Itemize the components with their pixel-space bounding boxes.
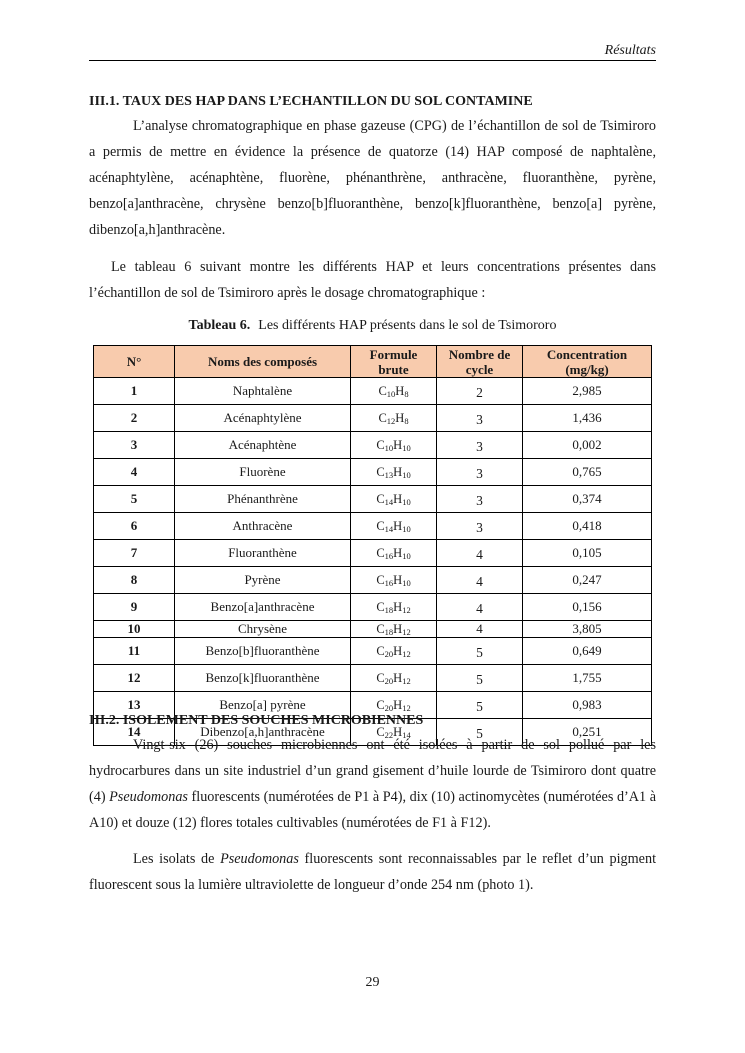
- cell-compound-name: Acénaphtène: [175, 432, 351, 459]
- table-row: [94, 459, 652, 486]
- table-caption-label: Tableau 6.: [188, 318, 251, 333]
- cell-ring-count: 4: [437, 567, 523, 594]
- cell-compound-name: Naphtalène: [175, 378, 351, 405]
- cell-concentration: 0,983: [523, 692, 652, 719]
- table-row: [94, 513, 652, 540]
- table-caption: [0, 318, 745, 334]
- column-header-number: N°: [94, 346, 175, 378]
- cell-number: 3: [94, 432, 175, 459]
- italic-term: Pseudomonas: [220, 851, 299, 867]
- cell-compound-name: Anthracène: [175, 513, 351, 540]
- page-number: 29: [365, 975, 380, 990]
- section1-paragraph-2-text: Le tableau 6 suivant montre les différents HAP et leurs concentrations présentes dans l’échantillon de sol de Tsimiroro après le dosage chromatographique :: [89, 259, 656, 301]
- table-row: [94, 540, 652, 567]
- section1-paragraph-1-text: L’analyse chromatographique en phase gazeuse (CPG) de l’échantillon de sol de Tsimiroro a permis de mettre en évidence la présence de quatorze (14) HAP composé de naphtalène, acénaphtylène, acénaphtène, fluorène, phénanthrène, anthracène, fluoranthène, pyrène, benzo[a]anthracène, chrysène benzo[b]fluoranthène, benzo[k]fluoranthène, benzo[a] pyrène, dibenzo[a,h]anthracène.: [89, 118, 656, 238]
- cell-number: 9: [94, 594, 175, 621]
- cell-number: 4: [94, 459, 175, 486]
- table-row: [94, 405, 652, 432]
- cell-formula: $C_{18}H_{12}$: [351, 594, 437, 621]
- cell-formula: $C_{20}H_{12}$: [351, 692, 437, 719]
- cell-ring-count: 4: [437, 540, 523, 567]
- cell-concentration: 0,649: [523, 638, 652, 665]
- cell-compound-name: Acénaphtylène: [175, 405, 351, 432]
- cell-compound-name: Fluoranthène: [175, 540, 351, 567]
- cell-number: 6: [94, 513, 175, 540]
- cell-compound-name: Benzo[a] pyrène: [175, 692, 351, 719]
- cell-concentration: 0,418: [523, 513, 652, 540]
- cell-ring-count: 5: [437, 719, 523, 746]
- cell-ring-count: 5: [437, 692, 523, 719]
- section2-paragraph-1-text: fluorescents (numérotées de P1 à P4), dix (10) actinomycètes (numérotées d’A1 à A10) et douze (12) flores totales cultivables (numérotées de F1 à F12).: [89, 789, 656, 831]
- cell-concentration: 0,251: [523, 719, 652, 746]
- cell-number: 5: [94, 486, 175, 513]
- table-row: [94, 621, 652, 638]
- cell-number: 7: [94, 540, 175, 567]
- cell-number: 13: [94, 692, 175, 719]
- cell-compound-name: Phénanthrène: [175, 486, 351, 513]
- column-header-ring-count: Nombre de cycle: [437, 346, 523, 378]
- table-body: [94, 378, 652, 746]
- cell-compound-name: Chrysène: [175, 621, 351, 638]
- running-header-title: Résultats: [604, 43, 656, 58]
- cell-ring-count: 4: [437, 594, 523, 621]
- cell-number: 2: [94, 405, 175, 432]
- cell-ring-count: 3: [437, 513, 523, 540]
- cell-formula: $C_{12}H_8$: [351, 405, 437, 432]
- section2-paragraph-2-text: fluorescents sont reconnaissables par le reflet d’un pigment fluorescent sous la lumière ultraviolette de longueur d’onde 254 nm (photo 1).: [89, 851, 657, 893]
- cell-ring-count: 4: [437, 621, 523, 638]
- cell-compound-name: Dibenzo[a,h]anthracène: [175, 719, 351, 746]
- table-row: [94, 486, 652, 513]
- cell-concentration: 0,105: [523, 540, 652, 567]
- cell-ring-count: 5: [437, 638, 523, 665]
- cell-compound-name: Benzo[a]anthracène: [175, 594, 351, 621]
- cell-formula: $C_{22}H_{14}$: [351, 719, 437, 746]
- cell-ring-count: 2: [437, 378, 523, 405]
- cell-concentration: 0,156: [523, 594, 652, 621]
- cell-concentration: 2,985: [523, 378, 652, 405]
- cell-formula: $C_{13}H_{10}$: [351, 459, 437, 486]
- cell-ring-count: 3: [437, 405, 523, 432]
- section2-paragraph-2-text: Les isolats de: [133, 851, 221, 867]
- cell-number: 11: [94, 638, 175, 665]
- cell-ring-count: 3: [437, 432, 523, 459]
- cell-formula: $C_{14}H_{10}$: [351, 513, 437, 540]
- table-row: [94, 665, 652, 692]
- cell-compound-name: Fluorène: [175, 459, 351, 486]
- cell-number: 10: [94, 621, 175, 638]
- table-row: [94, 432, 652, 459]
- column-header-compound-name: Noms des composés: [175, 346, 351, 378]
- cell-compound-name: Benzo[k]fluoranthène: [175, 665, 351, 692]
- cell-number: 8: [94, 567, 175, 594]
- cell-formula: $C_{10}H_{10}$: [351, 432, 437, 459]
- table-caption-text: Les différents HAP présents dans le sol de Tsimororo: [258, 318, 557, 333]
- header-rule: [89, 60, 656, 61]
- section-title-1: III.1. TAUX DES HAP DANS L’ECHANTILLON DU SOL CONTAMINE: [89, 94, 533, 109]
- italic-term: Pseudomonas: [109, 789, 188, 805]
- section2-paragraph-2: [89, 846, 656, 898]
- cell-number: 1: [94, 378, 175, 405]
- section2-paragraph-1-text: Vingt-six (26) souches microbiennes ont été isolées à partir de sol pollué par les hydrocarbures dans un site industriel d’un grand gisement d’huile lourde de Tsimiroro dont quatre (4): [89, 737, 656, 805]
- cell-concentration: 0,247: [523, 567, 652, 594]
- cell-formula: $C_{16}H_{10}$: [351, 567, 437, 594]
- cell-concentration: 0,374: [523, 486, 652, 513]
- cell-ring-count: 5: [437, 665, 523, 692]
- section2-paragraph-1: [89, 732, 656, 836]
- hap-table: [93, 345, 652, 746]
- section1-paragraph-2: [89, 254, 656, 306]
- cell-ring-count: 3: [437, 459, 523, 486]
- table-row: [94, 638, 652, 665]
- table-row: [94, 594, 652, 621]
- cell-formula: $C_{20}H_{12}$: [351, 665, 437, 692]
- cell-concentration: 1,436: [523, 405, 652, 432]
- table-row: [94, 567, 652, 594]
- section-title-2: III.2. ISOLEMENT DES SOUCHES MICROBIENNES: [89, 713, 424, 728]
- cell-concentration: 0,765: [523, 459, 652, 486]
- cell-compound-name: Pyrène: [175, 567, 351, 594]
- cell-formula: $C_{14}H_{10}$: [351, 486, 437, 513]
- cell-formula: $C_{20}H_{12}$: [351, 638, 437, 665]
- cell-number: 14: [94, 719, 175, 746]
- cell-compound-name: Benzo[b]fluoranthène: [175, 638, 351, 665]
- cell-formula: $C_{10}H_8$: [351, 378, 437, 405]
- cell-number: 12: [94, 665, 175, 692]
- cell-formula: $C_{16}H_{10}$: [351, 540, 437, 567]
- column-header-formula: Formule brute: [351, 346, 437, 378]
- cell-ring-count: 3: [437, 486, 523, 513]
- cell-concentration: 1,755: [523, 665, 652, 692]
- column-header-concentration: Concentration (mg/kg): [523, 346, 652, 378]
- table-row: [94, 378, 652, 405]
- cell-concentration: 0,002: [523, 432, 652, 459]
- cell-formula: $C_{18}H_{12}$: [351, 621, 437, 638]
- section1-paragraph-1: [89, 113, 656, 243]
- cell-concentration: 3,805: [523, 621, 652, 638]
- table-header-row: [94, 346, 652, 378]
